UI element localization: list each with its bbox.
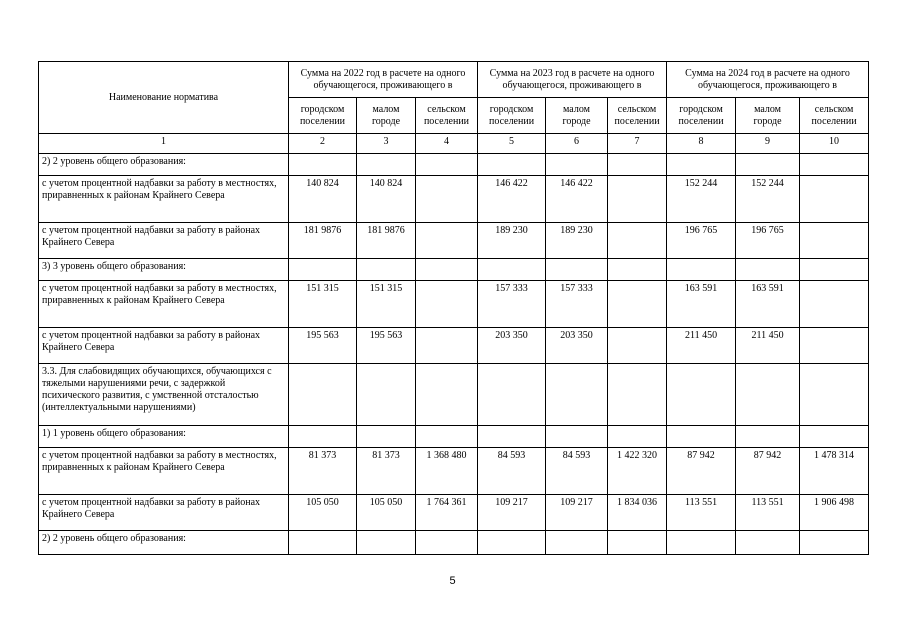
column-number: 4 (416, 134, 478, 154)
value-cell: 140 824 (289, 176, 357, 223)
value-cell (608, 531, 667, 555)
value-cell: 140 824 (357, 176, 416, 223)
row-label: с учетом процентной надбавки за работу в районах Крайнего Севера (39, 223, 289, 259)
year-header-2024: Сумма на 2024 год в расчете на одного обучающегося, проживающего в (667, 62, 869, 98)
value-cell: 105 050 (289, 495, 357, 531)
row-label: с учетом процентной надбавки за работу в районах Крайнего Севера (39, 328, 289, 364)
sub-header-rural: сельском поселении (608, 98, 667, 134)
row-label: с учетом процентной надбавки за работу в местностях, приравненных к районам Крайнего Севера (39, 176, 289, 223)
value-cell: 113 551 (667, 495, 736, 531)
value-cell (608, 176, 667, 223)
value-cell (478, 364, 546, 426)
value-cell: 157 333 (478, 281, 546, 328)
value-cell: 211 450 (667, 328, 736, 364)
value-cell (608, 281, 667, 328)
value-cell: 189 230 (478, 223, 546, 259)
value-cell (667, 364, 736, 426)
year-header-2022: Сумма на 2022 год в расчете на одного обучающегося, проживающего в (289, 62, 478, 98)
value-cell: 196 765 (667, 223, 736, 259)
sub-header-rural: сельском поселении (416, 98, 478, 134)
value-cell (478, 426, 546, 448)
value-cell (478, 154, 546, 176)
row-label: 2) 2 уровень общего образования: (39, 531, 289, 555)
row-label: 3.3. Для слабовидящих обучающихся, обучающихся с тяжелыми нарушениями речи, с задержкой психического развития, с умственной отсталостью (интеллектуальными нарушениями) (39, 364, 289, 426)
value-cell: 1 764 361 (416, 495, 478, 531)
value-cell (357, 364, 416, 426)
value-cell (289, 531, 357, 555)
value-cell: 195 563 (289, 328, 357, 364)
column-number-row (39, 134, 869, 154)
value-cell: 109 217 (478, 495, 546, 531)
row-label: 1) 1 уровень общего образования: (39, 426, 289, 448)
value-cell (736, 426, 800, 448)
value-cell: 151 315 (357, 281, 416, 328)
value-cell (416, 259, 478, 281)
value-cell: 163 591 (736, 281, 800, 328)
value-cell: 105 050 (357, 495, 416, 531)
value-cell (800, 223, 869, 259)
value-cell: 211 450 (736, 328, 800, 364)
value-cell: 81 373 (357, 448, 416, 495)
value-cell: 151 315 (289, 281, 357, 328)
value-cell (478, 259, 546, 281)
column-number: 2 (289, 134, 357, 154)
value-cell (608, 259, 667, 281)
value-cell (357, 531, 416, 555)
value-cell (608, 223, 667, 259)
value-cell (416, 364, 478, 426)
value-cell (800, 259, 869, 281)
value-cell: 1 368 480 (416, 448, 478, 495)
value-cell (546, 364, 608, 426)
value-cell: 87 942 (736, 448, 800, 495)
sub-header-small-town: малом городе (357, 98, 416, 134)
value-cell (736, 531, 800, 555)
value-cell (416, 531, 478, 555)
value-cell: 181 9876 (357, 223, 416, 259)
table-row (39, 448, 869, 495)
column-number: 8 (667, 134, 736, 154)
value-cell: 146 422 (478, 176, 546, 223)
value-cell (357, 154, 416, 176)
value-cell (800, 364, 869, 426)
value-cell (416, 223, 478, 259)
table-row (39, 531, 869, 555)
value-cell (546, 426, 608, 448)
value-cell: 195 563 (357, 328, 416, 364)
sub-header-rural: сельском поселении (800, 98, 869, 134)
value-cell (289, 426, 357, 448)
table-row (39, 259, 869, 281)
value-cell: 84 593 (546, 448, 608, 495)
value-cell: 163 591 (667, 281, 736, 328)
value-cell (546, 531, 608, 555)
value-cell (800, 426, 869, 448)
value-cell: 113 551 (736, 495, 800, 531)
table-row (39, 223, 869, 259)
table-row (39, 364, 869, 426)
value-cell (667, 531, 736, 555)
value-cell: 152 244 (736, 176, 800, 223)
table-row (39, 328, 869, 364)
value-cell (608, 154, 667, 176)
value-cell: 81 373 (289, 448, 357, 495)
page-number: 5 (449, 575, 456, 587)
value-cell (736, 364, 800, 426)
value-cell (416, 426, 478, 448)
value-cell (416, 328, 478, 364)
value-cell (667, 259, 736, 281)
row-label: 3) 3 уровень общего образования: (39, 259, 289, 281)
table-row (39, 495, 869, 531)
row-label: 2) 2 уровень общего образования: (39, 154, 289, 176)
value-cell: 157 333 (546, 281, 608, 328)
header-row-years (39, 62, 869, 98)
col-header-name: Наименование норматива (39, 62, 289, 134)
value-cell (736, 154, 800, 176)
value-cell (608, 328, 667, 364)
year-header-2023: Сумма на 2023 год в расчете на одного обучающегося, проживающего в (478, 62, 667, 98)
value-cell (289, 364, 357, 426)
value-cell (416, 154, 478, 176)
value-cell: 1 422 320 (608, 448, 667, 495)
value-cell (357, 426, 416, 448)
value-cell (546, 259, 608, 281)
column-number: 5 (478, 134, 546, 154)
column-number: 10 (800, 134, 869, 154)
sub-header-urban: городском поселении (667, 98, 736, 134)
value-cell: 203 350 (478, 328, 546, 364)
value-cell (800, 531, 869, 555)
value-cell (800, 154, 869, 176)
column-number: 7 (608, 134, 667, 154)
value-cell: 181 9876 (289, 223, 357, 259)
table-row (39, 154, 869, 176)
value-cell (416, 281, 478, 328)
value-cell (478, 531, 546, 555)
value-cell (667, 154, 736, 176)
table-row (39, 281, 869, 328)
value-cell: 1 834 036 (608, 495, 667, 531)
value-cell (546, 154, 608, 176)
value-cell: 196 765 (736, 223, 800, 259)
value-cell: 87 942 (667, 448, 736, 495)
column-number: 9 (736, 134, 800, 154)
sub-header-small-town: малом городе (736, 98, 800, 134)
value-cell: 109 217 (546, 495, 608, 531)
value-cell: 203 350 (546, 328, 608, 364)
normatives-table (38, 61, 869, 555)
value-cell (608, 364, 667, 426)
row-label: с учетом процентной надбавки за работу в местностях, приравненных к районам Крайнего Севера (39, 281, 289, 328)
value-cell (667, 426, 736, 448)
value-cell (736, 259, 800, 281)
table-row (39, 426, 869, 448)
value-cell: 84 593 (478, 448, 546, 495)
value-cell: 189 230 (546, 223, 608, 259)
value-cell (357, 259, 416, 281)
column-number: 1 (39, 134, 289, 154)
value-cell (289, 259, 357, 281)
value-cell: 1 906 498 (800, 495, 869, 531)
sub-header-urban: городском поселении (289, 98, 357, 134)
value-cell: 152 244 (667, 176, 736, 223)
value-cell (416, 176, 478, 223)
table-row (39, 176, 869, 223)
value-cell (800, 281, 869, 328)
column-number: 3 (357, 134, 416, 154)
sub-header-urban: городском поселении (478, 98, 546, 134)
value-cell (289, 154, 357, 176)
value-cell (608, 426, 667, 448)
value-cell: 1 478 314 (800, 448, 869, 495)
value-cell: 146 422 (546, 176, 608, 223)
sub-header-small-town: малом городе (546, 98, 608, 134)
row-label: с учетом процентной надбавки за работу в местностях, приравненных к районам Крайнего Севера (39, 448, 289, 495)
value-cell (800, 328, 869, 364)
column-number: 6 (546, 134, 608, 154)
value-cell (800, 176, 869, 223)
row-label: с учетом процентной надбавки за работу в районах Крайнего Севера (39, 495, 289, 531)
